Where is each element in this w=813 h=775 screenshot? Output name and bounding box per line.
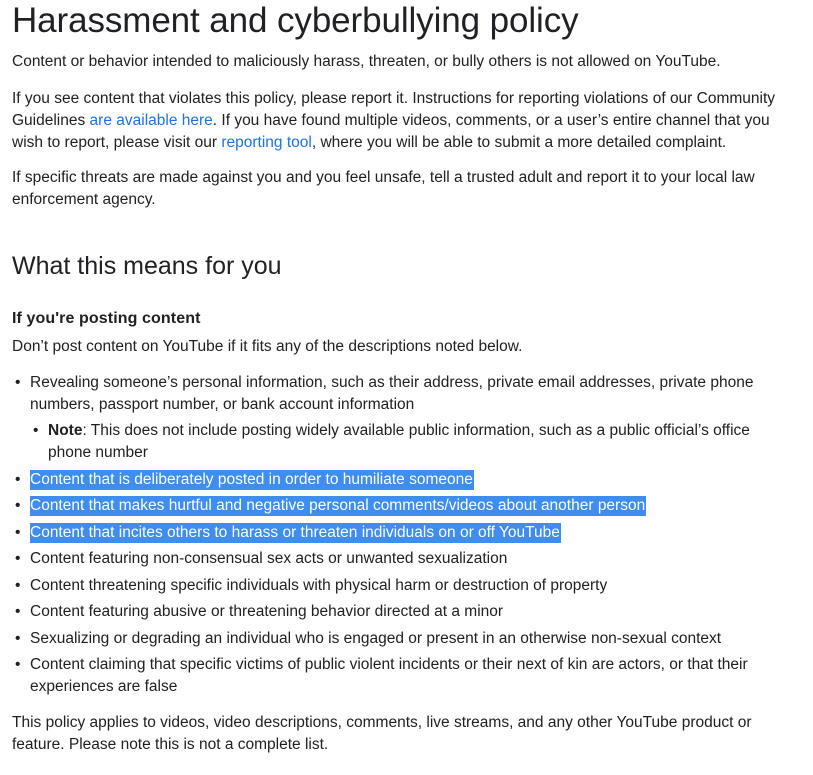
list-item-text: Content featuring abusive or threatening behavior directed at a minor <box>30 603 504 620</box>
list-item <box>15 548 790 570</box>
list-item <box>15 469 790 491</box>
list-item-text-highlighted: Content that is deliberately posted in order to humiliate someone <box>30 471 473 488</box>
community-guidelines-link[interactable]: are available here <box>89 112 213 129</box>
list-item-text-highlighted: Content that makes hurtful and negative personal comments/videos about another person <box>30 497 646 514</box>
list-item-text: Revealing someone’s personal information, such as their address, private email addresses, private phone numbers, passport number, or bank account information <box>30 374 754 413</box>
list-item-text: Content featuring non-consensual sex acts or unwanted sexualization <box>30 550 508 567</box>
list-item <box>15 628 790 650</box>
bullet-icon: • <box>15 577 21 594</box>
threats-paragraph: If specific threats are made against you and you feel unsafe, tell a trusted adult and report it to your local law enforcement agency. <box>12 169 755 208</box>
reporting-tool-link[interactable]: reporting tool <box>221 134 312 151</box>
bullet-icon: • <box>15 374 21 391</box>
report-text-3: , where you will be able to submit a more detailed complaint. <box>311 134 727 151</box>
bullet-icon: • <box>15 656 21 673</box>
report-text-2: . If you have found multiple videos, comments, or a user’s entire channel that you wish to report, please visit our <box>12 112 770 151</box>
list-item <box>15 495 790 517</box>
bullet-icon: • <box>15 630 21 647</box>
list-item-text-highlighted: Content that incites others to harass or threaten individuals on or off YouTube <box>30 524 560 541</box>
subsection-intro: Don’t post content on YouTube if it fits any of the descriptions noted below. <box>12 338 523 355</box>
list-item <box>15 601 790 623</box>
bullet-icon: • <box>15 471 21 488</box>
bullet-icon: • <box>15 550 21 567</box>
bullet-icon: • <box>33 422 39 439</box>
list-item-note <box>33 420 788 464</box>
section-heading: What this means for you <box>12 252 282 280</box>
bullet-icon: • <box>15 497 21 514</box>
note-label: Note <box>48 422 83 439</box>
closing-paragraph: This policy applies to videos, video descriptions, comments, live streams, and any other YouTube product or feature. Please note this is not a complete list. <box>12 714 752 753</box>
list-item <box>15 522 790 544</box>
list-item <box>15 654 790 698</box>
page-title: Harassment and cyberbullying policy <box>12 1 579 40</box>
bullet-icon: • <box>15 603 21 620</box>
intro-paragraph: Content or behavior intended to maliciously harass, threaten, or bully others is not allowed on YouTube. <box>12 53 721 70</box>
list-item <box>15 372 790 416</box>
list-item-text: Content claiming that specific victims of public violent incidents or their next of kin are actors, or that their experiences are false <box>30 656 748 695</box>
report-text-1: If you see content that violates this policy, please report it. Instructions for reporting violations of our Community Guidelines <box>12 90 776 129</box>
list-item-text: Sexualizing or degrading an individual who is engaged or present in an otherwise non-sexual context <box>30 630 722 647</box>
list-item <box>15 575 790 597</box>
subsection-heading: If you're posting content <box>12 310 201 327</box>
report-paragraph <box>12 88 802 154</box>
bullet-icon: • <box>15 524 21 541</box>
note-text: : This does not include posting widely available public information, such as a public official’s office phone number <box>48 422 750 461</box>
list-item-text: Content threatening specific individuals with physical harm or destruction of property <box>30 577 608 594</box>
